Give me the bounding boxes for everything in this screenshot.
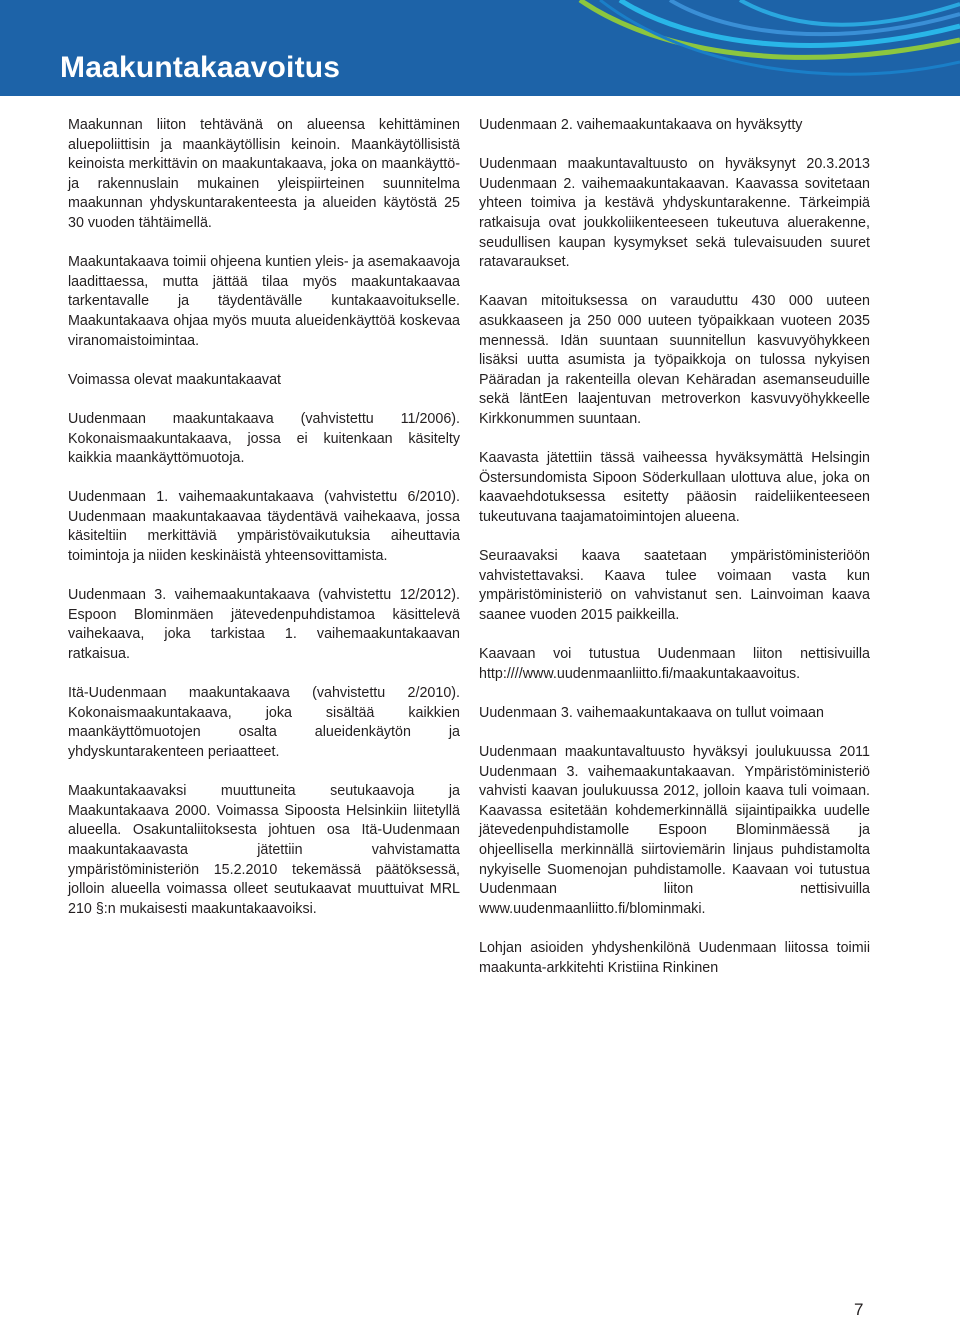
page-number: 7: [854, 1300, 864, 1319]
paragraph-plan-2006: Uudenmaan maakuntakaava (vahvistettu 11/2006). Kokonaismaakuntakaava, jossa ei kuitenkaan käsitelty kaikkia maankäyttömuotoja.: [68, 410, 460, 467]
decorative-swoosh-graphic: [540, 0, 960, 96]
paragraph-phase2-dimensioning: Kaavan mitoituksessa on varauduttu 430 000 uuteen asukkaaseen ja 250 000 uuteen työpaikkaan vuoteen 2035 mennessä. Idän suuntaan suunnitellun kasvuvyöhykkeen lisäksi uutta asumista ja työpaikkoja on tulossa nykyisen Pääradan ja rakenteilla olevan Kehäradan asemanseuduille sekä läntEen laajentuvan metroverkon kasvuvyöhykkeelle Kirkkonummen suuntaan.: [479, 293, 870, 427]
paragraph-contact: Lohjan asioiden yhdyshenkilönä Uudenmaan liitossa toimii maakunta-arkkitehti Kristiina Rinkinen: [479, 939, 870, 976]
paragraph-phase2-next: Seuraavaksi kaava saatetaan ympäristöministeriöön vahvistettavaksi. Kaava tulee voimaan vasta kun ympäristöministeriö on vahvistanut sen. Lainvoiman kaava saanee vuoden 2015 paikkeilla.: [479, 548, 870, 623]
paragraph-plan-phase3: Uudenmaan 3. vaihemaakuntakaava (vahvistettu 12/2012). Espoon Blominmäen jätevedenpuhdistamoa käsittelevä vaihekaava, joka tarkistaa 1. vaihemaakuntakaavan ratkaisua.: [68, 587, 460, 663]
page-title: Maakuntakaavoitus: [60, 51, 341, 84]
page-header: [0, 0, 960, 96]
paragraph-plan-phase1: Uudenmaan 1. vaihemaakuntakaava (vahvistettu 6/2010). Uudenmaan maakuntakaavaa täydentävä vaihekaava, jossa käsiteltiin merkittäviä ympäristövaikutuksia aiheuttavia toimintoja ja niiden keskinäistä yhteensovittamista.: [68, 489, 460, 565]
section-heading-phase2: Uudenmaan 2. vaihemaakuntakaava on hyväksytty: [479, 117, 803, 133]
paragraph-phase2-excluded: Kaavasta jätettiin tässä vaiheessa hyväksymättä Helsingin Östersundomista Sipoon Söderkullaan ulottuva alue, joka on kaavaehdotuksessa esitetty pääosin raideliikenteeseen tukeutuvana taajamatoimintojen alueena.: [479, 450, 870, 525]
section-heading-current-plans: Voimassa olevat maakuntakaavat: [68, 371, 281, 388]
paragraph-seutukaavat: Maakuntakaavaksi muuttuneita seutukaavoja ja Maakuntakaava 2000. Voimassa Sipoosta Helsinkiin liitetyllä alueella. Osakuntaliitoksesta johtuen osa Itä-Uudenmaan maakuntakaavasta jätettiin vahvistamatta ympäristöministeriön 15.2.2010 tekemässä päätöksessä, jolloin alueella voimassa olleet seutukaavat muuttuivat MRL 210 §:n mukaisesti maakuntakaavoiksi.: [68, 783, 460, 917]
paragraph-ita-uusimaa: Itä-Uudenmaan maakuntakaava (vahvistettu 2/2010). Kokonaismaakuntakaava, joka sisältää kaikkien maankäyttömuotojen osalta alueidenkäytön ja yhdyskuntarakenteen periaatteet.: [68, 685, 460, 760]
paragraph-phase3-details: Uudenmaan maakuntavaltuusto hyväksyi joulukuussa 2011 Uudenmaan 3. vaihemaakuntakaavan. Ympäristöministeriö vahvisti kaavan joulukuussa 2012, jolloin kaava tuli voimaan. Kaavassa esitetään kohdemerkinnällä sijaintipaikka uudelle jätevedenpuhdistamolle Espoon Blominmäessä ja ohjeellisella merkinnällä siirtoviemärin linjaus puhdistamolta nykyiselle Suomenojan puhdistamolle. Kaavaan voi tutustua Uudenmaan liiton nettisivuilla www.uudenmaanliitto.fi/blominmaki.: [479, 744, 870, 917]
paragraph-phase2-approved: Uudenmaan maakuntavaltuusto on hyväksynyt 20.3.2013 Uudenmaan 2. vaihemaakuntakaavan. Kaavassa sovitetaan yhteen toimiva ja kestävä yhdyskuntarakenne. Tärkeimpiä ratkaisuja ovat joukkoliikenteeseen tukeutuva aluerakenne, seudullisen kaupan kysymykset sekä tulevaisuuden suuret ratavaraukset.: [479, 156, 870, 271]
paragraph-intro: Maakunnan liiton tehtävänä on alueensa kehittäminen aluepoliittisin ja maankäytöllisin keinoin. Maankäytöllisistä keinoista merkittävin on maakuntakaava, joka on maankäyttö- ja rakennuslain mukainen yleispiirteinen suunnitelma maakunnan yhdyskuntarakenteesta ja alueiden käytöstä 25 30 vuoden tähtäimellä.: [68, 117, 460, 231]
left-text-column: [68, 116, 460, 939]
paragraph-guidance: Maakuntakaava toimii ohjeena kuntien yleis- ja asemakaavoja laadittaessa, mutta jättää tilaa myös maakuntakaavaa tarkentavalle ja täydentävälle kuntakaavoitukselle. Maakuntakaava ohjaa myös muuta alueidenkäyttöä koskevaa viranomaistoimintaa.: [68, 254, 460, 349]
section-heading-phase3: Uudenmaan 3. vaihemaakuntakaava on tullut voimaan: [479, 704, 824, 721]
right-text-column: [479, 116, 870, 998]
paragraph-phase2-link: Kaavaan voi tutustua Uudenmaan liiton nettisivuilla http:////www.uudenmaanliitto.fi/maakuntakaavoitus.: [479, 646, 870, 682]
